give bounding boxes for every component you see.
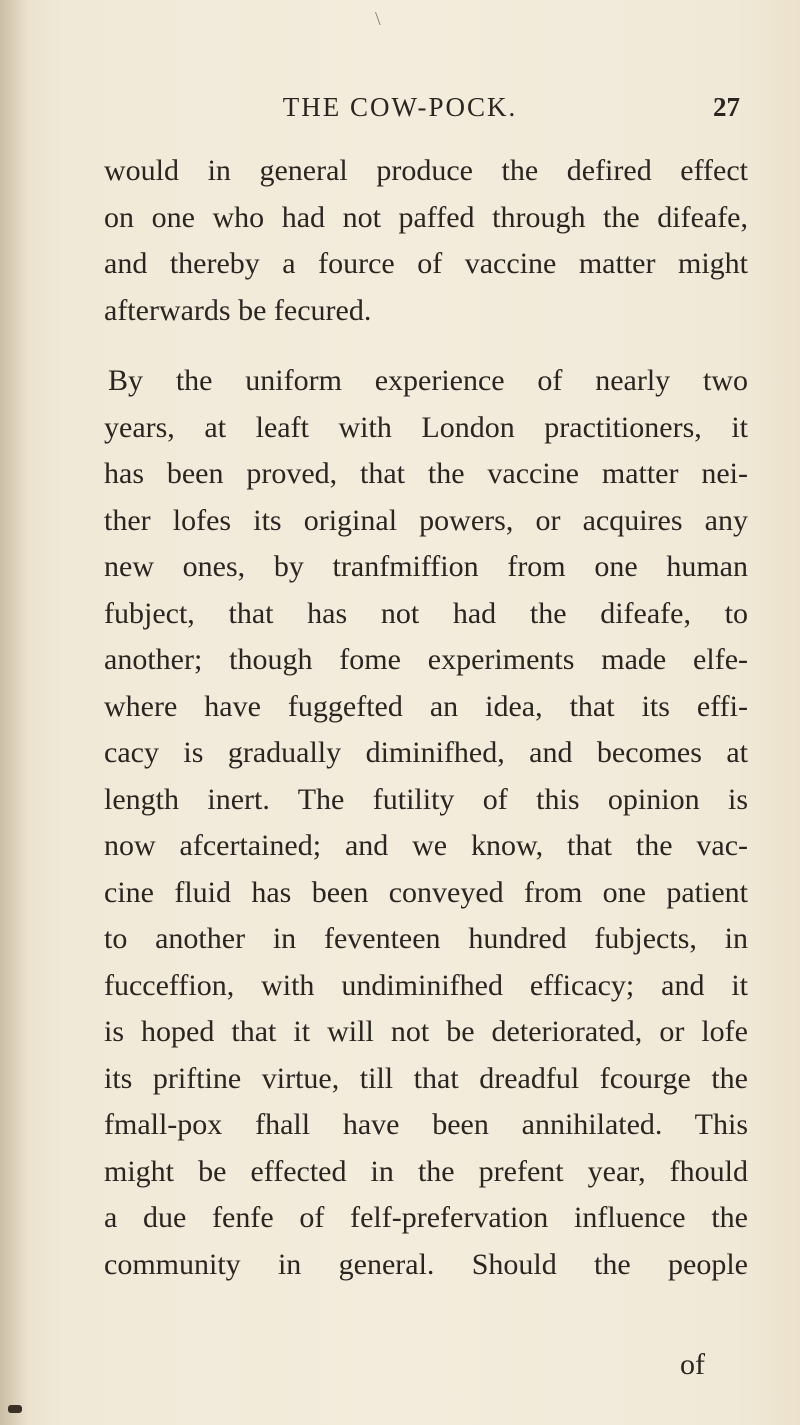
text-line: length inert. The futility of this opinion is [104, 782, 748, 816]
text-line: where have fuggefted an idea, that its effi- [104, 689, 748, 723]
paragraph-2 [104, 358, 748, 1288]
text-line: community in general. Should the people [104, 1247, 748, 1281]
text-line: By the uniform experience of nearly two [108, 364, 748, 397]
text-line: afterwards be fecured. [104, 293, 372, 327]
text-line: new ones, by tranfmiffion from one human [104, 550, 748, 583]
text-line: might be effected in the prefent year, fhould [104, 1154, 748, 1188]
text-line: another; though fome experiments made elfe- [104, 643, 748, 676]
text-line: years, at leaft with London practitioners, it [104, 410, 748, 444]
text-line: now afcertained; and we know, that the vac- [104, 829, 748, 862]
paragraph-1 [104, 148, 748, 334]
paragraph-gap [104, 334, 748, 358]
top-margin-mark: \ [375, 8, 381, 30]
text-line: ther lofes its original powers, or acquires any [104, 503, 748, 537]
binding-shadow [0, 0, 28, 1425]
page-number: 27 [713, 92, 740, 122]
text-line: is hoped that it will not be deteriorated, or lofe [104, 1015, 748, 1048]
text-line: cacy is gradually diminifhed, and becomes at [104, 736, 748, 769]
text-line: cine fluid has been conveyed from one patient [104, 875, 748, 909]
body-text [104, 148, 748, 1288]
text-line: would in general produce the defired effect [104, 154, 748, 187]
text-line: on one who had not paffed through the difeafe, [104, 200, 748, 234]
text-line: a due fenfe of felf-prefervation influence the [104, 1201, 748, 1234]
page-header [0, 92, 800, 132]
text-line: fmall-pox fhall have been annihilated. This [104, 1108, 748, 1141]
ink-speck [8, 1405, 22, 1413]
text-line: fubject, that has not had the difeafe, to [104, 596, 748, 630]
text-line: fucceffion, with undiminifhed efficacy; and it [104, 968, 748, 1002]
catchword: of [680, 1348, 705, 1381]
text-line: has been proved, that the vaccine matter nei- [104, 457, 748, 490]
running-head: THE COW-POCK. [282, 92, 518, 122]
text-line: to another in feventeen hundred fubjects, in [104, 922, 748, 955]
text-line: its priftine virtue, till that dreadful fcourge the [104, 1061, 748, 1095]
text-line: and thereby a fource of vaccine matter might [104, 247, 748, 280]
